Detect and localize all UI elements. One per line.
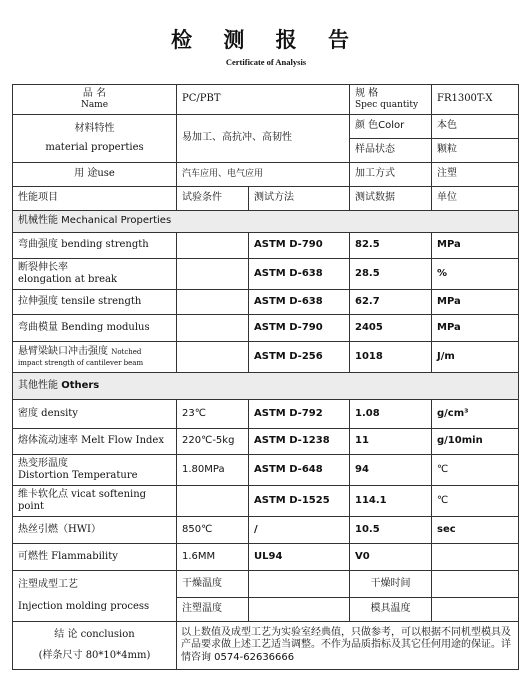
name-row — [13, 85, 519, 115]
others-section-row — [13, 373, 519, 400]
color-value: 本色 — [432, 115, 519, 139]
col-method: 测试方法 — [249, 187, 350, 211]
dry-temp-value — [249, 571, 350, 598]
row-unit: g/cm³ — [432, 400, 519, 429]
row-unit: MPa — [432, 315, 519, 342]
molding-row — [13, 571, 519, 598]
row-method: ASTM D-792 — [249, 400, 350, 429]
row-condition: 1.80MPa — [177, 455, 249, 486]
state-label: 样品状态 — [350, 139, 432, 163]
row-condition: 23℃ — [177, 400, 249, 429]
row-value: 62.7 — [350, 290, 432, 315]
mold-temp-value — [432, 598, 519, 622]
row-name: 熔体流动速率 Melt Flow Index — [13, 429, 177, 455]
material-value: 易加工、高抗冲、高韧性 — [177, 115, 350, 163]
row-condition — [177, 486, 249, 517]
material-label: 材料特性 material properties — [13, 115, 177, 163]
molding-label: 注塑成型工艺 Injection molding process — [13, 571, 177, 622]
material-row — [13, 115, 519, 139]
row-value: 28.5 — [350, 259, 432, 290]
row-condition — [177, 290, 249, 315]
row-method: / — [249, 517, 350, 544]
row-value: 2405 — [350, 315, 432, 342]
name-label: 品 名 Name — [13, 85, 177, 115]
use-value: 汽车应用、电气应用 — [177, 163, 350, 187]
row-unit: % — [432, 259, 519, 290]
table-row — [13, 544, 519, 571]
conclusion-row — [13, 622, 519, 670]
row-condition — [177, 233, 249, 259]
row-value: V0 — [350, 544, 432, 571]
row-condition: 850℃ — [177, 517, 249, 544]
col-data: 测试数据 — [350, 187, 432, 211]
process-label: 加工方式 — [350, 163, 432, 187]
row-name: 断裂伸长率 elongation at break — [13, 259, 177, 290]
row-method: ASTM D-790 — [249, 315, 350, 342]
row-unit: sec — [432, 517, 519, 544]
conclusion-text: 以上数值及成型工艺为实验室经典值，只做参考，可以根据不同机型模具及产品要求做上述工艺适当调整。不作为品质指标及其它任何用途的保证。详情咨询 0574-62636666 — [177, 622, 519, 670]
row-name: 热丝引燃（HWI） — [13, 517, 177, 544]
row-condition — [177, 342, 249, 373]
row-unit: MPa — [432, 290, 519, 315]
row-unit: g/10min — [432, 429, 519, 455]
mechanical-section-title: 机械性能 Mechanical Properties — [13, 211, 519, 233]
process-value: 注塑 — [432, 163, 519, 187]
row-method: ASTM D-638 — [249, 259, 350, 290]
inj-temp-value — [249, 598, 350, 622]
row-condition — [177, 259, 249, 290]
row-method: ASTM D-1238 — [249, 429, 350, 455]
table-row — [13, 486, 519, 517]
mold-temp-label: 模具温度 — [350, 598, 432, 622]
row-name: 可燃性 Flammability — [13, 544, 177, 571]
row-unit: ℃ — [432, 486, 519, 517]
analysis-table — [12, 84, 519, 670]
row-name: 维卡软化点 vicat softening point — [13, 486, 177, 517]
row-condition — [177, 315, 249, 342]
row-name: 弯曲模量 Bending modulus — [13, 315, 177, 342]
mechanical-section-row — [13, 211, 519, 233]
table-row — [13, 517, 519, 544]
use-label: 用 途use — [13, 163, 177, 187]
column-header-row — [13, 187, 519, 211]
col-unit: 单位 — [432, 187, 519, 211]
spec-label: 规 格 Spec quantity — [350, 85, 432, 115]
row-name: 悬臂梁缺口冲击强度 Notched impact strength of cantilever beam — [13, 342, 177, 373]
row-name: 密度 density — [13, 400, 177, 429]
row-value: 1018 — [350, 342, 432, 373]
row-method: ASTM D-790 — [249, 233, 350, 259]
row-unit: ℃ — [432, 455, 519, 486]
row-unit — [432, 544, 519, 571]
row-name: 热变形温度 Distortion Temperature — [13, 455, 177, 486]
dry-temp-label: 干燥温度 — [177, 571, 249, 598]
table-row — [13, 233, 519, 259]
report-title: 检 测 报 告 — [171, 27, 361, 52]
table-row — [13, 342, 519, 373]
row-method: ASTM D-638 — [249, 290, 350, 315]
color-label: 颜 色Color — [350, 115, 432, 139]
dry-time-value — [432, 571, 519, 598]
use-row — [13, 163, 519, 187]
col-item: 性能项目 — [13, 187, 177, 211]
row-value: 82.5 — [350, 233, 432, 259]
table-row — [13, 429, 519, 455]
others-section-title: 其他性能 Others — [13, 373, 519, 400]
row-name: 弯曲强度 bending strength — [13, 233, 177, 259]
row-method: ASTM D-256 — [249, 342, 350, 373]
row-value: 114.1 — [350, 486, 432, 517]
row-method: ASTM D-1525 — [249, 486, 350, 517]
row-name: 拉伸强度 tensile strength — [13, 290, 177, 315]
dry-time-label: 干燥时间 — [350, 571, 432, 598]
conclusion-label: 结 论 conclusion (样条尺寸 80*10*4mm) — [13, 622, 177, 670]
row-condition: 1.6MM — [177, 544, 249, 571]
row-unit: J/m — [432, 342, 519, 373]
table-row — [13, 290, 519, 315]
table-row — [13, 455, 519, 486]
inj-temp-label: 注塑温度 — [177, 598, 249, 622]
row-condition: 220℃-5kg — [177, 429, 249, 455]
row-unit: MPa — [432, 233, 519, 259]
row-value: 94 — [350, 455, 432, 486]
table-row — [13, 400, 519, 429]
row-value: 1.08 — [350, 400, 432, 429]
row-value: 10.5 — [350, 517, 432, 544]
name-value: PC/PBT — [177, 85, 350, 115]
report-subtitle: Certificate of Analysis — [225, 57, 307, 67]
row-method: UL94 — [249, 544, 350, 571]
row-method: ASTM D-648 — [249, 455, 350, 486]
table-row — [13, 259, 519, 290]
row-value: 11 — [350, 429, 432, 455]
col-condition: 试验条件 — [177, 187, 249, 211]
table-row — [13, 315, 519, 342]
spec-value: FR1300T-X — [432, 85, 519, 115]
state-value: 颗粒 — [432, 139, 519, 163]
